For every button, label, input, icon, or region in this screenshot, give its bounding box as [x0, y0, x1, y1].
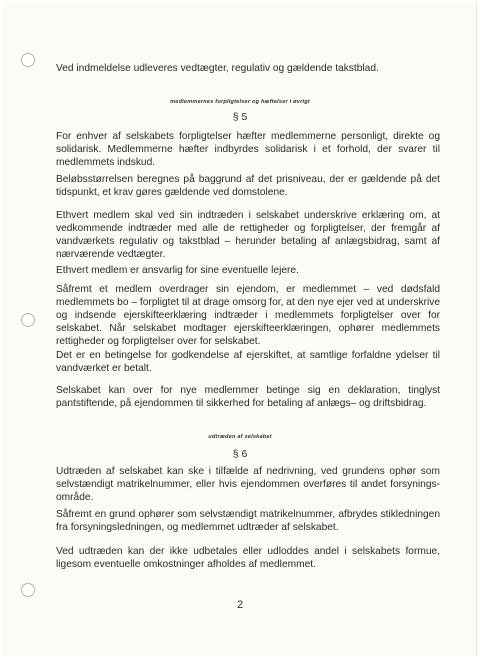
page-number: 2	[236, 599, 244, 611]
section-6-heading: udtræden af selskabet	[208, 434, 272, 440]
section-5-paragraph-1: For enhver af selskabets forpligtelser hæfter medlemmerne personligt, direkte og solidarisk. Medlemmerne hæfter indbyrdes solidarisk i et forhold, der svarer til medlemmets indskud.	[56, 131, 440, 168]
section-6-paragraph-3: Ved udtræden kan der ikke udbetales eller udloddes andel i selskabets formue, ligesom eventuelle omkostninger afholdes af medlemmet.	[56, 546, 440, 570]
punch-hole	[21, 313, 35, 327]
section-6-paragraph-1: Udtræden af selskabet kan ske i tilfælde af nedrivning, ved grundens ophør som selvstændigt matrikelnummer, eller hvis ejendommen overføres til andet forsynings-område.	[56, 466, 440, 503]
section-5-paragraph-6: Det er en betingelse for godkendelse af ejerskiftet, at samtlige forfaldne ydelser til vandværket er betalt.	[56, 350, 440, 374]
punch-hole	[21, 53, 35, 67]
section-5-paragraph-7: Selskabet kan over for nye medlemmer betinge sig en deklaration, tinglyst pantstiftende, på ejendommen til sikkerhed for betaling af anlægs– og driftsbidrag.	[56, 385, 440, 409]
section-5-paragraph-5: Såfremt et medlem overdrager sin ejendom, er medlemmet – ved dødsfald medlemmets bo – forpligtet til at drage omsorg for, at den nye ejer ved at underskrive og indsende ejerskifteerklæring indtræder i medlemmets forpligtelser over for selskabet. Når selskabet modtager ejerskifteerklæringen, ophører medlemmets rettigheder og forpligtelser over for selskabet.	[56, 284, 440, 347]
section-6-paragraph-2: Såfremt en grund ophører som selvstændigt matrikelnummer, afbrydes stikledningen fra forsyningsledningen, og medlemmet udtræder af selskabet.	[56, 509, 440, 533]
section-6-number: § 6	[232, 448, 248, 460]
punch-hole	[21, 583, 35, 597]
section-5-paragraph-2: Beløbsstørrelsen beregnes på baggrund af det prisniveau, der er gældende på det tidspunkt, et krav gøres gældende ved domstolene.	[56, 174, 440, 198]
section-5-paragraph-4: Ethvert medlem er ansvarlig for sine eventuelle lejere.	[56, 265, 299, 276]
section-5-paragraph-3: Ethvert medlem skal ved sin indtræden i selskabet underskrive erklæring om, at vedkommende indtræder med alle de rettigheder og forpligtelser, der fremgår af vandværkets regulativ og takstblad – herunder betaling af anlægsbidrag, samt af nærværende vedtægter.	[56, 210, 440, 260]
intro-paragraph: Ved indmeldelse udleveres vedtægter, regulativ og gældende takstblad.	[56, 63, 379, 74]
section-5-heading: medlemmernes forpligtelser og hæftelser i øvrigt	[170, 99, 310, 105]
section-5-number: § 5	[232, 111, 248, 123]
